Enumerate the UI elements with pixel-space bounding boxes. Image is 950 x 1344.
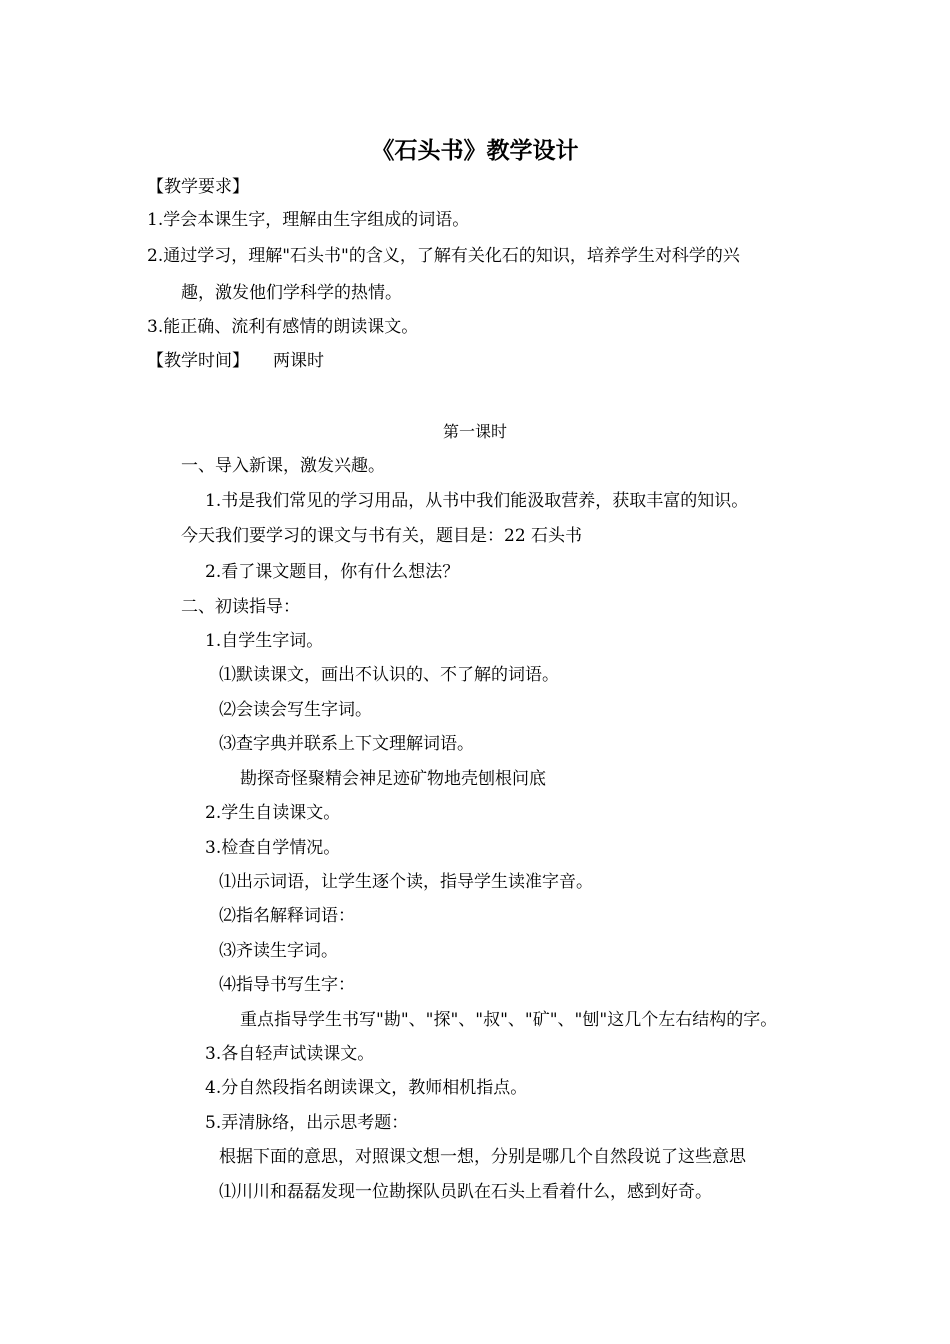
requirement-item-2: 2.通过学习，理解"石头书"的含义，了解有关化石的知识，培养学生对科学的兴	[147, 246, 740, 266]
lesson-line-5: 二、初读指导：	[181, 597, 300, 617]
lesson-line-18: 3.各自轻声试读课文。	[205, 1044, 375, 1064]
lesson-line-16: ⑷指导书写生字：	[219, 975, 355, 995]
lesson-line-3: 今天我们要学习的课文与书有关，题目是：22 石头书	[181, 526, 583, 546]
teaching-time-value: 两课时	[273, 351, 324, 371]
requirements-heading: 【教学要求】	[147, 177, 249, 197]
lesson-one-heading: 第一课时	[442, 422, 507, 441]
lesson-line-13: ⑴出示词语，让学生逐个读，指导学生读准字音。	[219, 872, 593, 892]
lesson-line-6: 1.自学生字词。	[205, 631, 324, 651]
lesson-line-14: ⑵指名解释词语：	[219, 906, 355, 926]
lesson-line-10: 勘探奇怪聚精会神足迹矿物地壳刨根问底	[240, 769, 546, 789]
teaching-time	[147, 350, 324, 372]
lesson-line-20: 5.弄清脉络，出示思考题：	[205, 1113, 409, 1133]
lesson-line-19: 4.分自然段指名朗读课文，教师相机指点。	[205, 1078, 528, 1098]
lesson-line-8: ⑵会读会写生字词。	[219, 700, 372, 720]
lesson-line-4: 2.看了课文题目，你有什么想法？	[205, 562, 460, 582]
document-title: 《石头书》教学设计	[371, 137, 579, 164]
lesson-line-2: 1.书是我们常见的学习用品，从书中我们能汲取营养，获取丰富的知识。	[205, 491, 749, 511]
lesson-line-9: ⑶查字典并联系上下文理解词语。	[219, 734, 474, 754]
requirement-item-2-continued: 趣，激发他们学科学的热情。	[181, 283, 402, 303]
requirement-item-1: 1.学会本课生字，理解由生字组成的词语。	[147, 210, 470, 230]
lesson-line-17: 重点指导学生书写"勘"、"探"、"叔"、"矿"、"刨"这几个左右结构的字。	[240, 1010, 778, 1030]
lesson-line-1: 一、导入新课，激发兴趣。	[181, 456, 385, 476]
lesson-line-15: ⑶齐读生字词。	[219, 941, 338, 961]
lesson-line-22: ⑴川川和磊磊发现一位勘探队员趴在石头上看着什么，感到好奇。	[219, 1182, 712, 1202]
lesson-line-12: 3.检查自学情况。	[205, 838, 341, 858]
lesson-line-11: 2.学生自读课文。	[205, 803, 341, 823]
requirement-item-3: 3.能正确、流利有感情的朗读课文。	[147, 317, 419, 337]
lesson-line-21: 根据下面的意思，对照课文想一想，分别是哪几个自然段说了这些意思	[219, 1147, 746, 1167]
lesson-line-7: ⑴默读课文，画出不认识的、不了解的词语。	[219, 665, 559, 685]
teaching-time-heading: 【教学时间】	[147, 351, 249, 371]
